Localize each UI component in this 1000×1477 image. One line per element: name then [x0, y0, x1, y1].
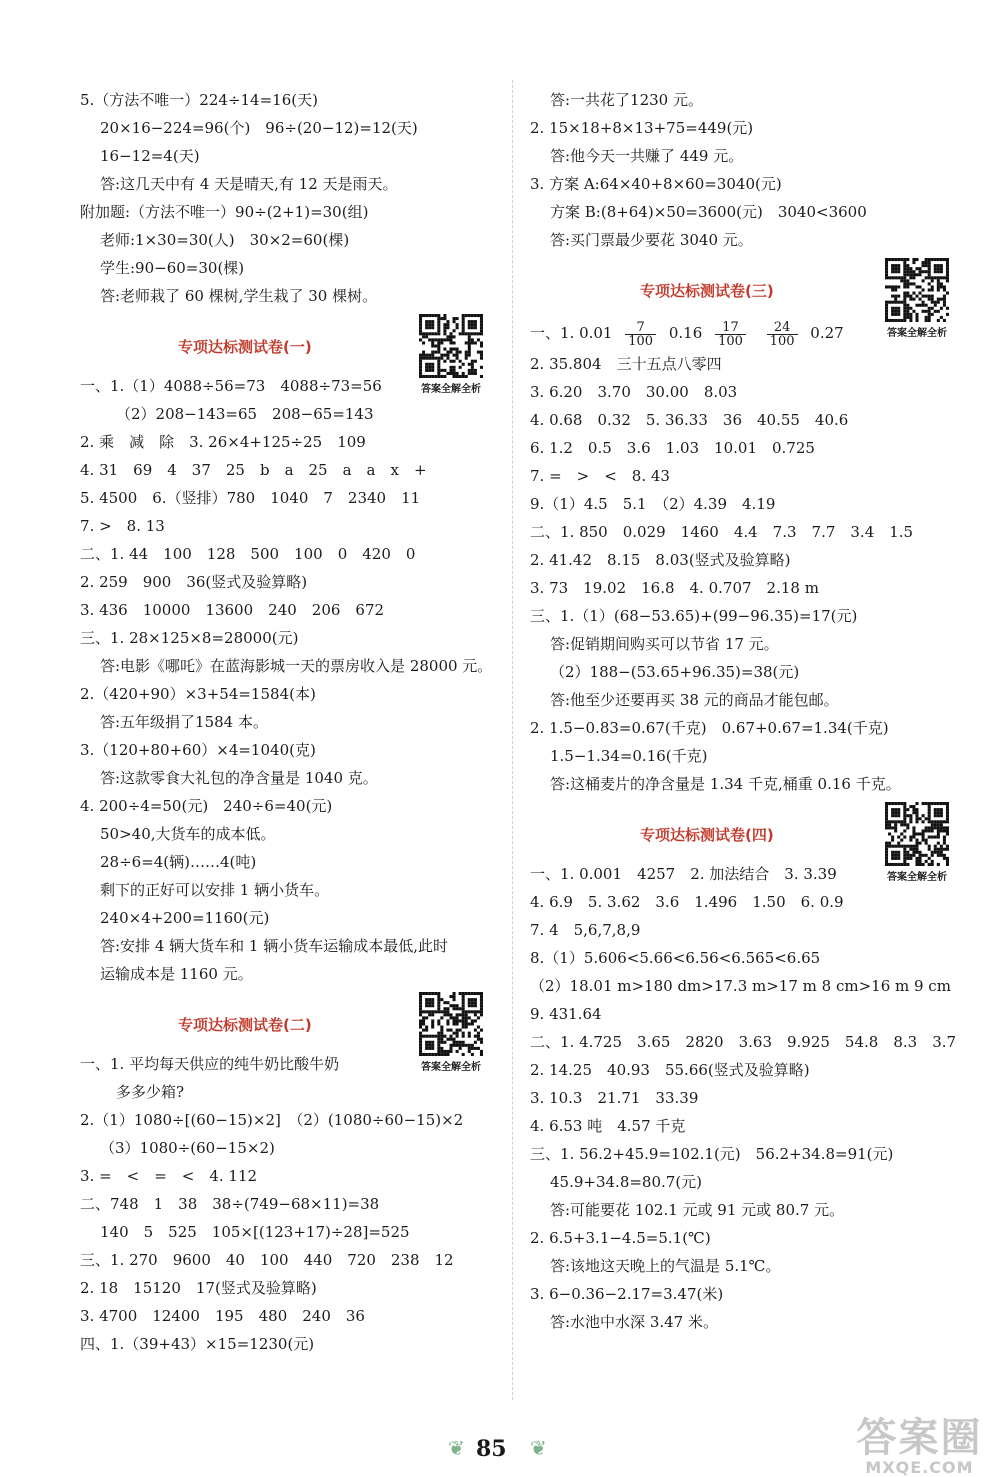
answer-line: 三、1. 56.2+45.9=102.1(元) 56.2+34.8=91(元) [530, 1145, 894, 1163]
answer-line: 三、1.（1）(68−53.65)+(99−96.35)=17(元) [530, 607, 858, 625]
answer-line: 7. = > < 8. 43 [530, 467, 670, 485]
watermark-sub: MXQE.COM [865, 1458, 974, 1477]
qr-caption: 答案全解全析 [887, 872, 947, 883]
qr-code-icon [419, 992, 483, 1056]
answer-line: 答:这几天中有 4 天是晴天,有 12 天是雨天。 [100, 175, 398, 193]
answer-line: 答:该地这天晚上的气温是 5.1℃。 [550, 1257, 781, 1275]
section-title: 专项达标测试卷(一) [178, 338, 312, 356]
answer-line: 一、1. 平均每天供应的纯牛奶比酸牛奶 [80, 1055, 340, 1073]
fraction-numerator: 7 [625, 321, 656, 335]
watermark [847, 1415, 992, 1477]
answer-line: 7. 4 5,6,7,8,9 [530, 921, 641, 939]
answer-line: 4. 31 69 4 37 25 b a 25 a a x + [80, 461, 427, 479]
answer-line: 2. 35.804 三十五点八零四 [530, 355, 722, 373]
answer-line: 答:电影《哪吒》在蓝海影城一天的票房收入是 28000 元。 [100, 657, 493, 675]
answer-line: （2）18.01 m>180 dm>17.3 m>17 m 8 cm>16 m 9 cm [530, 977, 951, 995]
answer-line: 方案 B:(8+64)×50=3600(元) 3040<3600 [550, 203, 867, 221]
qr-code-icon [885, 802, 949, 866]
answer-line: 答:可能要花 102.1 元或 91 元或 80.7 元。 [550, 1201, 845, 1219]
page-number: 85 [476, 1436, 507, 1462]
answer-text: 0.16 [668, 324, 703, 342]
answer-line: 2.（420+90）×3+54=1584(本) [80, 685, 316, 703]
answer-line: 答:水池中水深 3.47 米。 [550, 1313, 718, 1331]
leaf-icon: ❦ [530, 1436, 547, 1460]
answer-line: 二、1. 4.725 3.65 2820 3.63 9.925 54.8 8.3 3.7 [530, 1033, 957, 1051]
answer-line: 45.9+34.8=80.7(元) [550, 1173, 703, 1191]
answer-line: 28÷6=4(辆)……4(吨) [100, 853, 257, 871]
answer-line: 7. > 8. 13 [80, 517, 165, 535]
answer-line: 答:老师栽了 60 棵树,学生栽了 30 棵树。 [100, 287, 378, 305]
answer-line: 5.（方法不唯一）224÷14=16(天) [80, 91, 318, 109]
qr-code-icon [419, 314, 483, 378]
fraction-numerator: 17 [715, 321, 746, 335]
answer-line: 答:安排 4 辆大货车和 1 辆小货车运输成本最低,此时 [100, 937, 448, 955]
section-title: 专项达标测试卷(三) [640, 282, 774, 300]
watermark-main: 答案圈 [856, 1415, 983, 1461]
answer-line: 老师:1×30=30(人) 30×2=60(棵) [100, 231, 350, 249]
answer-line: 50>40,大货车的成本低。 [100, 825, 276, 843]
answer-line: 3. 6.20 3.70 30.00 8.03 [530, 383, 738, 401]
answer-line: 2. 1.5−0.83=0.67(千克) 0.67+0.67=1.34(千克) [530, 719, 889, 737]
qr-code[interactable] [880, 258, 954, 339]
answer-line: 三、1. 28×125×8=28000(元) [80, 629, 299, 647]
answer-line: 3. 方案 A:64×40+8×60=3040(元) [530, 175, 782, 193]
answer-line: 3. 73 19.02 16.8 4. 0.707 2.18 m [530, 579, 819, 597]
answer-line: 140 5 525 105×[(123+17)÷28]=525 [100, 1223, 410, 1241]
section-title: 专项达标测试卷(二) [178, 1016, 312, 1034]
column-divider [512, 80, 513, 1400]
answer-line: 8.（1）5.606<5.66<6.56<6.565<6.65 [530, 949, 821, 967]
answer-line: 学生:90−60=30(棵) [100, 259, 245, 277]
answer-line: 3.（120+80+60）×4=1040(克) [80, 741, 316, 759]
qr-code[interactable] [414, 992, 488, 1073]
answer-line: 4. 6.53 吨 4.57 千克 [530, 1117, 686, 1135]
answer-line: 2. 259 900 36(竖式及验算略) [80, 573, 308, 591]
answer-line: 2. 6.5+3.1−4.5=5.1(℃) [530, 1229, 711, 1247]
answer-line: 4. 0.68 0.32 5. 36.33 36 40.55 40.6 [530, 411, 849, 429]
answer-line: 答:五年级捐了1584 本。 [100, 713, 268, 731]
answer-line: （3）1080÷(60−15×2) [100, 1139, 275, 1157]
answer-line: 2. 14.25 40.93 55.66(竖式及验算略) [530, 1061, 810, 1079]
answer-line: 2. 15×18+8×13+75=449(元) [530, 119, 754, 137]
answer-line: 5. 4500 6.（竖排）780 1040 7 2340 11 [80, 489, 421, 507]
answer-line: 3. 6−0.36−2.17=3.47(米) [530, 1285, 724, 1303]
fraction-numerator: 24 [767, 321, 798, 335]
qr-code[interactable] [880, 802, 954, 883]
fraction [715, 321, 746, 348]
answer-text: 一、1. 0.01 [530, 324, 613, 342]
answer-line: 答:他今天一共赚了 449 元。 [550, 147, 744, 165]
answer-line: 20×16−224=96(个) 96÷(20−12)=12(天) [100, 119, 418, 137]
answer-line: 答:这桶麦片的净含量是 1.34 千克,桶重 0.16 千克。 [550, 775, 901, 793]
answer-line: 3. 436 10000 13600 240 206 672 [80, 601, 385, 619]
answer-line: 答:促销期间购买可以节省 17 元。 [550, 635, 779, 653]
answer-line: 三、1. 270 9600 40 100 440 720 238 12 [80, 1251, 454, 1269]
answer-line: 6. 1.2 0.5 3.6 1.03 10.01 0.725 [530, 439, 815, 457]
answer-line: 2. 乘 减 除 3. 26×4+125÷25 109 [80, 433, 366, 451]
answer-line: 2. 41.42 8.15 8.03(竖式及验算略) [530, 551, 791, 569]
answer-line: 1.5−1.34=0.16(千克) [550, 747, 708, 765]
answer-line: 9.（1）4.5 5.1 （2）4.39 4.19 [530, 495, 776, 513]
leaf-icon: ❦ [448, 1436, 465, 1460]
answer-line: 剩下的正好可以安排 1 辆小货车。 [100, 881, 330, 899]
section-title: 专项达标测试卷(四) [640, 826, 774, 844]
answer-line: 二、1. 850 0.029 1460 4.4 7.3 7.7 3.4 1.5 [530, 523, 914, 541]
qr-caption: 答案全解全析 [421, 1062, 481, 1073]
answer-line: 9. 431.64 [530, 1005, 602, 1023]
answer-line: 附加题:（方法不唯一）90÷(2+1)=30(组) [80, 203, 369, 221]
answer-text: 0.27 [810, 324, 844, 342]
answer-line: 答:这款零食大礼包的净含量是 1040 克。 [100, 769, 378, 787]
right-column [530, 86, 970, 1336]
answer-line: 答:他至少还要再买 38 元的商品才能包邮。 [550, 691, 839, 709]
answer-line: 4. 6.9 5. 3.62 3.6 1.496 1.50 6. 0.9 [530, 893, 844, 911]
answer-line: 240×4+200=1160(元) [100, 909, 270, 927]
fraction [625, 321, 656, 348]
left-column [80, 86, 500, 1358]
answer-line: 二、748 1 38 38÷(749−68×11)=38 [80, 1195, 380, 1213]
answer-line: 一、1.（1）4088÷56=73 4088÷73=56 [80, 377, 382, 395]
answer-line: （2）208−143=65 208−65=143 [116, 405, 374, 423]
qr-caption: 答案全解全析 [887, 328, 947, 339]
answer-line: 答:买门票最少要花 3040 元。 [550, 231, 753, 249]
fraction-denominator: 100 [769, 333, 795, 349]
answer-line: 一、1. 0.001 4257 2. 加法结合 3. 3.39 [530, 865, 837, 883]
answer-line: 16−12=4(天) [100, 147, 200, 165]
qr-code[interactable] [414, 314, 488, 395]
qr-caption: 答案全解全析 [421, 384, 481, 395]
answer-line: 二、1. 44 100 128 500 100 0 420 0 [80, 545, 416, 563]
qr-code-icon [885, 258, 949, 322]
fraction-denominator: 100 [718, 333, 743, 349]
answer-line: 3. = < = < 4. 112 [80, 1167, 258, 1185]
fraction [767, 321, 798, 348]
fraction-denominator: 100 [628, 333, 654, 349]
answer-line: 2.（1）1080÷[(60−15)×2] （2）(1080÷60−15)×2 [80, 1111, 464, 1129]
answer-line: 4. 200÷4=50(元) 240÷6=40(元) [80, 797, 333, 815]
answer-line: 答:一共花了1230 元。 [550, 91, 703, 109]
answer-line: 运输成本是 1160 元。 [100, 965, 253, 983]
answer-line: 3. 10.3 21.71 33.39 [530, 1089, 699, 1107]
answer-line: 多多少箱? [116, 1083, 185, 1101]
answer-line: （2）188−(53.65+96.35)=38(元) [550, 663, 800, 681]
answer-line: 3. 4700 12400 195 480 240 36 [80, 1307, 365, 1325]
answer-line: 2. 18 15120 17(竖式及验算略) [80, 1279, 317, 1297]
answer-line: 四、1.（39+43）×15=1230(元) [80, 1335, 315, 1353]
